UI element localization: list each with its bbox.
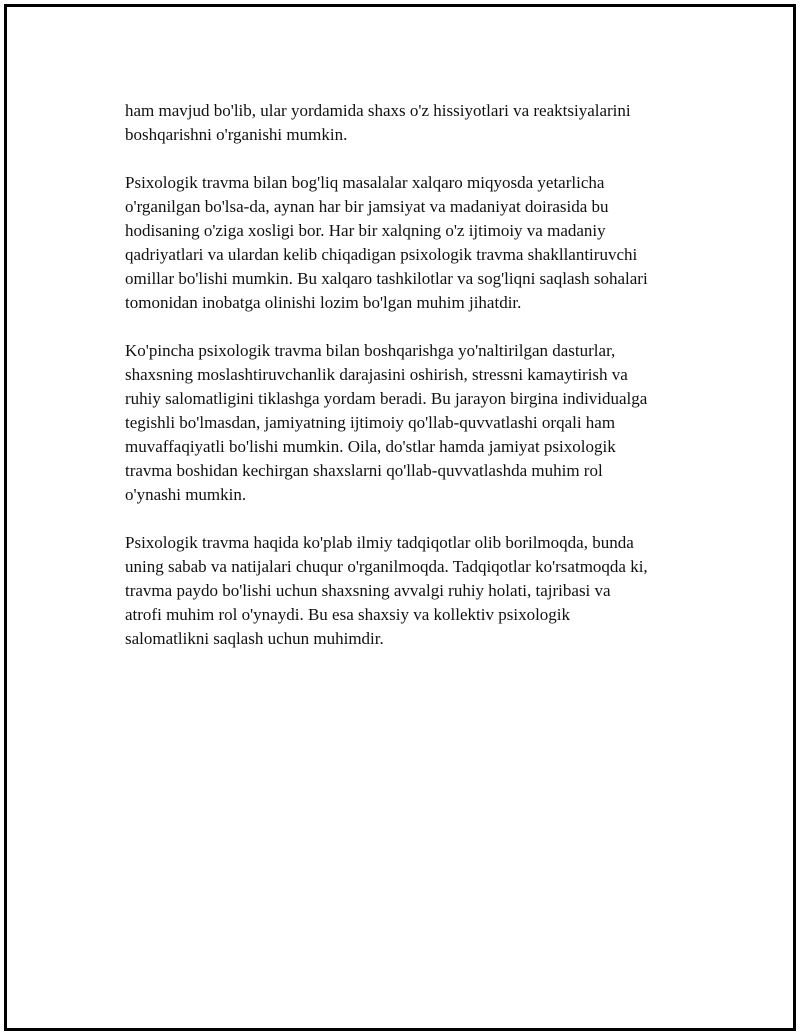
paragraph-2: Psixologik travma bilan bog'liq masalalar xalqaro miqyosda yetarlicha o'rganilgan bo'lsa-da, aynan har bir jamsiyat va madaniyat doirasida bu hodisaning o'ziga xosligi bor. Har bir xalqning o'z ijtimoiy va madaniy qadriyatlari va ulardan kelib chiqadigan psixologik travma shakllantiruvchi omillar bo'lishi mumkin. Bu xalqaro tashkilotlar va sog'liqni saqlash sohalari tomonidan inobatga olinishi lozim bo'lgan muhim jihatdir.	[125, 173, 648, 312]
paragraph-4: Psixologik travma haqida ko'plab ilmiy tadqiqotlar olib borilmoqda, bunda uning sabab va natijalari chuqur o'rganilmoqda. Tadqiqotlar ko'rsatmoqda ki, travma paydo bo'lishi uchun shaxsning avvalgi ruhiy holati, tajribasi va atrofi muhim rol o'ynaydi. Bu esa shaxsiy va kollektiv psixologik salomatlikni saqlash uchun muhimdir.	[125, 533, 648, 648]
paragraph-1: ham mavjud bo'lib, ular yordamida shaxs o'z hissiyotlari va reaktsiyalarini boshqarishni o'rganishi mumkin.	[125, 101, 631, 144]
paragraph-3: Ko'pincha psixologik travma bilan boshqarishga yo'naltirilgan dasturlar, shaxsning moslashtiruvchanlik darajasini oshirish, stressni kamaytirish va ruhiy salomatligini tiklashga yordam beradi. Bu jarayon birgina individualga tegishli bo'lmasdan, jamiyatning ijtimoiy qo'llab-quvvatlashi orqali ham muvaffaqiyatli bo'lishi mumkin. Oila, do'stlar hamda jamiyat psixologik travma boshidan kechirgan shaxslarni qo'llab-quvvatlashda muhim rol o'ynashi mumkin.	[125, 341, 648, 504]
document-body	[125, 99, 695, 675]
page-frame	[4, 4, 796, 1031]
